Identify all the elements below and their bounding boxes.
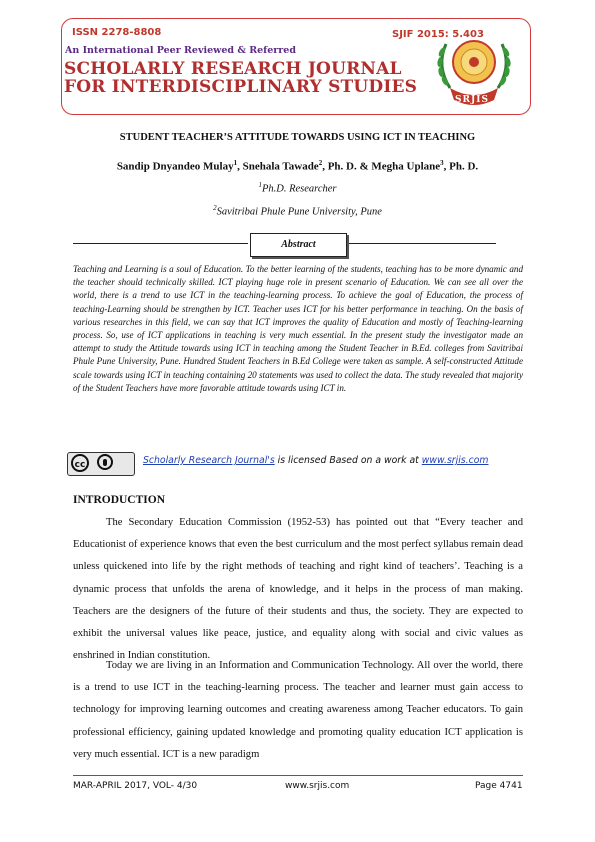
license-middle-text: is licensed Based on a work at [274,455,422,466]
author-affiliation-mark: 2 [318,159,323,167]
abstract-label: Abstract [250,233,347,257]
author-line [0,159,595,173]
paper-title: STUDENT TEACHER’S ATTITUDE TOWARDS USING ICT IN TEACHING [119,132,476,143]
affiliation-2 [0,204,595,218]
seal-text: SRJIS [455,95,489,105]
body-paragraph: The Secondary Education Commission (1952-53) has pointed out that “Every teacher and Educationist of experience knows that even the best curriculum and the most perfect syllabus remain dead unless quickened into life by the right methods of teaching and right kind of teachers’. Teaching is a dynamic process that unfolds the arena of knowledge, and it helps in the process of man making. Teachers are the designers of the future of their students and thus, the society. They are expected to exhibit the universal values like peace, justice, and equality along with social and civic values as enshrined in Indian constitution. [73,517,523,662]
affiliation-mark: 1 [258,181,262,189]
affiliation-text: Ph.D. Researcher [261,183,337,195]
author-affiliation-mark: 1 [233,159,238,167]
author-name: Sandip Dnyandeo Mulay [116,160,234,173]
website-link[interactable]: www.srjis.com [421,455,489,466]
abstract-rule-right [348,243,496,244]
author-separator: , Ph. D. & [322,160,372,173]
footer-issue: MAR-APRIL 2017, VOL- 4/30 [73,781,198,791]
footer-website: www.srjis.com [285,781,350,791]
footer-rule [73,775,523,776]
issn-label: ISSN 2278-8808 [72,27,162,38]
creative-commons-icon: cc [71,454,89,472]
author-name: Megha Uplane [371,160,441,173]
affiliation-1 [0,181,595,195]
journal-subtitle: An International Peer Reviewed & Referred [65,45,296,56]
footer-page-number: Page 4741 [475,781,523,791]
section-heading: INTRODUCTION [73,494,166,506]
journal-link[interactable]: Scholarly Research Journal's [143,455,275,466]
license-statement [143,455,488,466]
body-paragraph: Today we are living in an Information and Communication Technology. All over the world, there is a trend to use ICT in the teaching-learning process. The teacher and learner must gain access to technology for improving learning outcomes and creating awareness among Teacher educators. To gain professional efficiency, gaining updated knowledge and promoting quality education ICT application is very much essential. ICT is a new paradigm [73,660,523,760]
author-separator: , Ph. D. [443,160,479,173]
affiliation-text: Savitribai Phule Pune University, Pune [216,206,382,218]
author-separator: , [237,160,243,173]
author-affiliation-mark: 3 [440,159,444,167]
abstract-rule-left [73,243,248,244]
affiliation-mark: 2 [213,204,217,212]
author-name: Snehala Tawade [242,160,319,173]
attribution-person-icon [97,454,113,470]
journal-name-line1: SCHOLARLY RESEARCH JOURNAL [64,59,402,79]
abstract-text: Teaching and Learning is a soul of Education. To the better learning of the students, teaching has to be more dynamic and the teacher should technically skilled. ICT playing huge role in present scenario of Education. We can see all over the world, there is a trend to use ICT in the teaching-learning process. To achieve the goal of Education, the process of teaching-Learning should be strengthen by ICT. Teacher uses ICT for his better performance in teaching. On the basis of various researches in this field, we can say that ICT improves the quality of Education and mostly of Teaching-learning process. So, use of ICT applications in teaching is very much essential. In the present study the investigator made an attempt to study the Attitude towards using ICT in teaching among the Student Teacher in B.Ed. colleges from Savitribai Phule Pune University, Pune. Hundred Student Teachers in B.Ed College were taken as sample. A self-constructed Attitude scale towards using ICT in teaching containing 20 statements was used to collect the data. The study revealed that majority of the Student Teachers have more favorable attitude towards using ICT in. [73,264,523,393]
sjif-label: SJIF 2015: 5.403 [392,29,484,40]
journal-name-line2: FOR INTERDISCIPLINARY STUDIES [64,77,418,97]
